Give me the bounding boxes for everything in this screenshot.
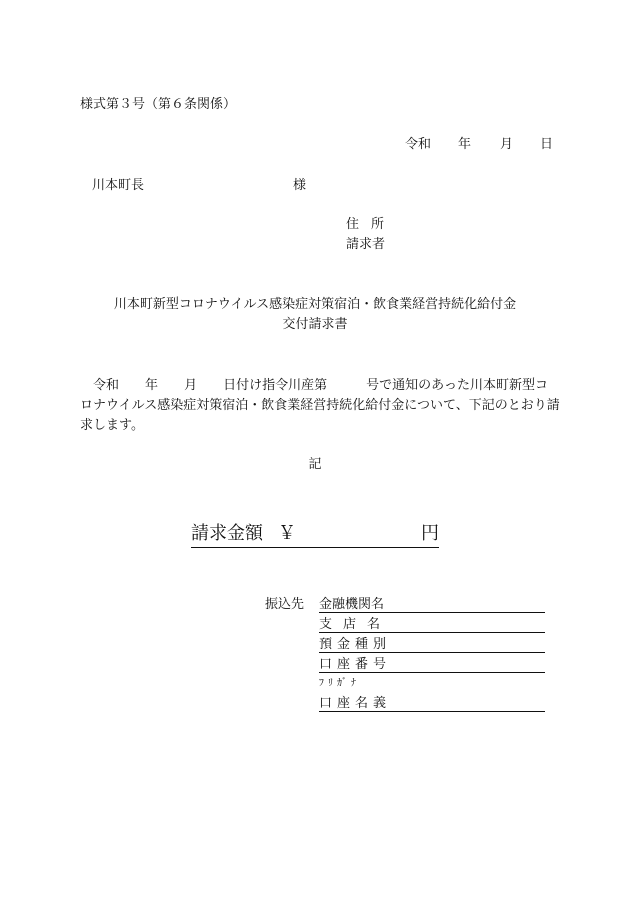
body-era: 令和 (93, 378, 120, 393)
branch-name-field[interactable] (319, 618, 545, 633)
account-holder-label: 口座名義 (319, 696, 392, 711)
date-year: 年 (458, 137, 472, 152)
addressee-honorific: 様 (293, 178, 307, 193)
deposit-type-label: 預金種別 (319, 637, 392, 652)
address-label: 住所 (346, 217, 397, 232)
body-month: 月 (184, 378, 198, 393)
account-number-field[interactable] (319, 658, 545, 673)
document-subtitle: 交付請求書 (282, 317, 348, 332)
body-paragraph (80, 376, 560, 436)
date-era: 令和 (405, 137, 432, 152)
furigana-label: ﾌﾘｶﾞﾅ (319, 678, 360, 689)
claimant-label: 請求者 (346, 237, 386, 252)
transfer-label: 振込先 (265, 597, 305, 612)
branch-name-label: 支店名 (319, 617, 392, 632)
claim-amount (191, 525, 439, 548)
addressee-name: 川本町長 (92, 178, 145, 193)
date-day: 日 (540, 137, 554, 152)
ki-marker: 記 (308, 457, 322, 472)
account-number-label: 口座番号 (319, 657, 392, 672)
body-year: 年 (145, 378, 159, 393)
yen-unit: 円 (421, 523, 439, 544)
deposit-type-field[interactable] (319, 638, 545, 653)
body-directive: 日付け指令川産第 (223, 378, 328, 393)
date-month: 月 (500, 137, 514, 152)
claim-amount-label: 請求金額 (191, 523, 263, 544)
furigana-field[interactable] (319, 677, 545, 691)
form-number: 様式第３号（第６条関係） (80, 97, 237, 112)
bank-name-label: 金融機関名 (319, 597, 385, 612)
document-title: 川本町新型コロナウイルス感染症対策宿泊・飲食業経営持続化給付金 (113, 297, 517, 312)
bank-name-field[interactable] (319, 598, 545, 613)
body-notice: 号で通知のあった川本町新型コロナウイルス感染症対策宿泊・飲食業経営持続化給付金について、下記のとおり請求します。 (80, 378, 560, 433)
yen-sign: ￥ (278, 523, 296, 544)
account-holder-field[interactable] (319, 697, 545, 712)
